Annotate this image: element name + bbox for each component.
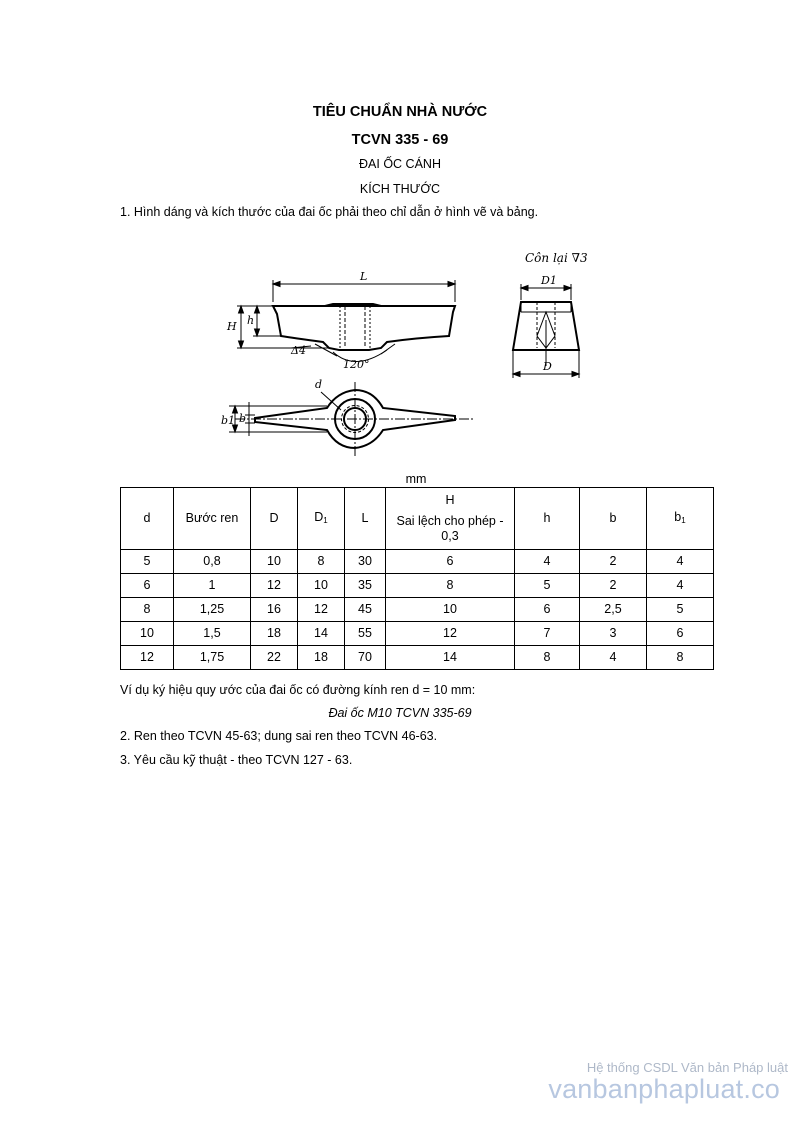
standard-subject: ĐAI ỐC CÁNH [359, 157, 441, 171]
section-3-text: 3. Yêu cầu kỹ thuật - theo TCVN 127 - 63. [120, 753, 353, 767]
header-b1: $b_1$ [647, 488, 714, 550]
section-1-text: 1. Hình dáng và kích thước của đai ốc phải theo chỉ dẫn ở hình vẽ và bảng. [120, 205, 539, 219]
table-row: 6 1 12 10 35 8 5 2 4 [121, 574, 714, 598]
table-row: 8 1,25 16 12 45 10 6 2,5 5 [121, 598, 714, 622]
standard-title: TIÊU CHUẨN NHÀ NƯỚC [312, 104, 488, 120]
label-b: b [239, 412, 247, 425]
dimensions-table [120, 487, 714, 670]
header-H: H Sai lệch cho phép - 0,3 [386, 488, 515, 550]
watermark-link[interactable]: vanbanphapluat.co [548, 1074, 780, 1104]
header-pitch: Bước ren [174, 488, 251, 550]
label-L: L [360, 270, 368, 283]
table-header-row [121, 488, 714, 550]
table-row: 12 1,75 22 18 70 14 8 4 8 [121, 646, 714, 670]
standard-code: TCVN 335 - 69 [351, 132, 449, 148]
header-D1: $D_1$ [298, 488, 345, 550]
label-d: d [315, 378, 323, 391]
header-L: L [345, 488, 386, 550]
label-angle: 120° [343, 358, 370, 371]
taper-note: Côn lại ∇3 [525, 251, 588, 265]
header-D: D [251, 488, 298, 550]
wing-nut-drawing [215, 240, 615, 465]
label-h: h [247, 314, 255, 327]
label-D: D [543, 360, 552, 373]
table-row: 5 0,8 10 8 30 6 4 2 4 [121, 550, 714, 574]
table-unit: mm [405, 472, 427, 486]
table-row: 10 1,5 18 14 55 12 7 3 6 [121, 622, 714, 646]
header-h: h [515, 488, 580, 550]
label-D1: D1 [541, 274, 557, 287]
label-H: H [227, 320, 237, 333]
header-b: b [580, 488, 647, 550]
label-radius: Δ4 [291, 344, 306, 357]
watermark-line-1: Hệ thống CSDL Văn bản Pháp luật [586, 1060, 788, 1075]
section-2-text: 2. Ren theo TCVN 45-63; dung sai ren theo TCVN 46-63. [120, 729, 438, 743]
example-text: Ví dụ ký hiệu quy ước của đai ốc có đường kính ren d = 10 mm: [120, 683, 476, 697]
label-b1: b1 [221, 414, 236, 427]
example-designation: Đai ốc M10 TCVN 335-69 [328, 706, 472, 720]
header-d: d [121, 488, 174, 550]
standard-subject-detail: KÍCH THƯỚC [359, 182, 441, 196]
